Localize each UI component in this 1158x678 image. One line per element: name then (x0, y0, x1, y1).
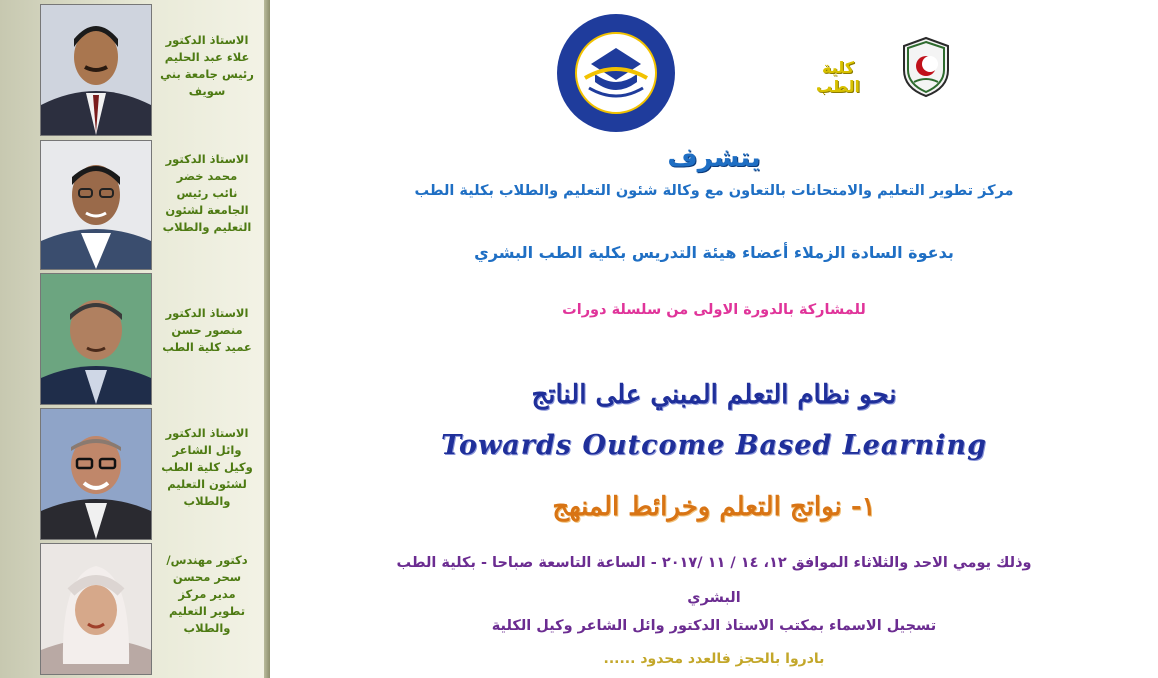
person-caption-3: الاستاذ الدكتور منصور حسن عميد كلية الطب (162, 306, 252, 354)
invitation-body (270, 0, 1158, 678)
person-card-1 (0, 0, 264, 137)
person-photo-4 (40, 408, 152, 540)
university-logo (555, 12, 677, 134)
course-module-title: ١- نواتج التعلم وخرائط المنهج (552, 492, 876, 522)
person-caption-4: الاستاذ الدكتور وائل الشاعر وكيل كلية الطب لشئون التعليم والطلاب (161, 426, 253, 508)
organizer-line: مركز تطوير التعليم والامتحانات بالتعاون مع وكالة شئون التعليم والطلاب بكلية الطب (414, 183, 1014, 199)
course-title-arabic: نحو نظام التعلم المبني على الناتج (531, 380, 897, 410)
faculty-label: كلية الطب (815, 58, 860, 96)
person-caption-2: الاستاذ الدكتور محمد خضر نائب رئيس الجامعة لشئون التعليم والطلاب (162, 152, 252, 234)
course-title-english: Towards Outcome Based Learning (441, 430, 987, 461)
schedule-line-continued: البشري (687, 590, 741, 606)
person-card-5 (0, 540, 264, 678)
participation-line: للمشاركة بالدورة الاولى من سلسلة دورات (562, 302, 866, 318)
person-caption-1: الاستاذ الدكتور علاء عبد الحليم رئيس جامعة بني سويف (160, 33, 254, 98)
person-photo-3 (40, 273, 152, 405)
person-card-2 (0, 137, 264, 270)
medical-crest-icon (900, 36, 952, 98)
closing-line: بادروا بالحجز فالعدد محدود ...... (603, 651, 825, 667)
person-caption-5: دكتور مهندس/ سحر محسن مدير مركز تطوير التعليم والطلاب (166, 553, 248, 635)
dignitaries-sidebar (0, 0, 270, 678)
person-photo-2 (40, 140, 152, 270)
invitation-heading: يتشرف (667, 143, 761, 173)
person-card-3 (0, 270, 264, 405)
person-photo-5 (40, 543, 152, 675)
schedule-line: وذلك يومي الاحد والثلاثاء الموافق ١٢، ١٤ / ١١ /٢٠١٧ - الساعة التاسعة صباحا - بكلية الطب (396, 555, 1032, 571)
university-seal-icon (555, 12, 677, 134)
invitees-line: بدعوة السادة الزملاء أعضاء هيئة التدريس بكلية الطب البشري (474, 243, 954, 262)
person-card-4 (0, 405, 264, 540)
registration-line: تسجيل الاسماء بمكتب الاستاذ الدكتور وائل الشاعر وكيل الكلية (491, 618, 937, 634)
faculty-emblem (900, 36, 952, 98)
person-photo-1 (40, 4, 152, 136)
